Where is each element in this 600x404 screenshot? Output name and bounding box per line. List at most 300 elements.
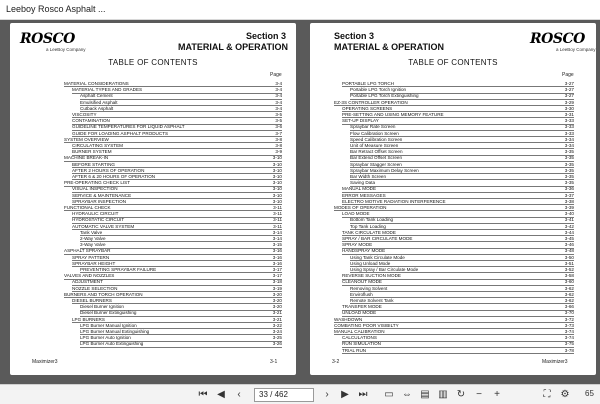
toc-entry-page: 3-20 — [272, 298, 282, 303]
toc-entry[interactable] — [80, 267, 282, 272]
toc-entry-page: 3-11 — [273, 217, 282, 223]
toc-entry[interactable] — [80, 230, 282, 235]
toc-entry-page: 3-20 — [272, 291, 282, 297]
toc-entry-title: VISUAL INSPECTION — [72, 186, 118, 192]
toc-entry-title: OPERATING SCREENS — [342, 105, 393, 111]
toc-entry[interactable] — [80, 310, 282, 315]
next-fast-icon[interactable]: ▶ — [341, 389, 349, 400]
toc-entry[interactable] — [342, 106, 574, 111]
toc-entry-page: 3-22 — [272, 322, 282, 328]
toc-entry-page: 3-10 — [272, 192, 282, 198]
toc-entry-page: 3-20 — [272, 304, 282, 310]
toc-entry-title: CONTAMINATION — [72, 118, 110, 124]
toc-entry-title: Diesel Burner Ignition — [80, 304, 124, 310]
toc-entry-page: 3-16 — [272, 254, 282, 260]
toc-entry-page: 3-14 — [272, 236, 282, 241]
toc-entry-title: BEFORE STARTING — [72, 161, 115, 167]
toc-entry-page: 3-62 — [564, 298, 574, 303]
toc-entry[interactable] — [64, 248, 282, 253]
toc-entry-page: 3-10 — [272, 186, 282, 192]
toc-entry[interactable] — [350, 131, 574, 136]
toc-entry[interactable] — [342, 279, 574, 284]
toc-entry[interactable] — [72, 112, 282, 117]
toc-entry-page: 3-24 — [272, 329, 282, 334]
toc-entry-title: RUN SIMULATION — [342, 341, 381, 347]
toc-entry-page: 3-52 — [564, 267, 574, 272]
toc-entry[interactable] — [350, 298, 574, 303]
toc-entry[interactable] — [350, 255, 574, 260]
toc-entry-page: 3-34 — [564, 143, 574, 148]
toc-entry[interactable] — [334, 317, 574, 322]
toc-entry-title: LPG Burner Auto Ignition — [80, 335, 131, 341]
toc-entry-title: GUIDELINE TEMPERATURES FOR LIQUID ASPHALT — [72, 124, 185, 130]
zoom-in-icon[interactable]: + — [494, 389, 500, 400]
toc-entry[interactable] — [342, 242, 574, 247]
page-footer-number: 3-2 — [332, 359, 340, 365]
toc-entry-title: MANUAL CALIBRATION — [334, 329, 385, 334]
toc-entry[interactable] — [342, 341, 574, 346]
toc-entry[interactable] — [334, 323, 574, 328]
fit-page-icon[interactable]: ▭ — [384, 389, 394, 400]
toc-entry[interactable] — [342, 348, 574, 353]
toc-entry[interactable] — [72, 149, 282, 154]
toc-entry[interactable] — [342, 273, 574, 278]
toc-entry-title: NOZZLE SELECTION — [72, 285, 118, 291]
toc-entry-page: 3-58 — [564, 273, 574, 279]
toc-entry-page: 3-5 — [275, 118, 282, 124]
toc-entry-page: 3-75 — [564, 341, 574, 347]
toc-entry[interactable] — [64, 180, 282, 185]
toc-entry-title: Remote Solvent Tank — [350, 298, 394, 303]
toc-entry[interactable] — [350, 155, 574, 160]
toc-entry-page: 3-33 — [564, 124, 574, 130]
toc-entry-title: Portable LPG Torch Ignition — [350, 87, 407, 93]
toc-entry-title: Spraybar Stagger Screen — [350, 161, 402, 167]
toc-entry-title: PORTABLE LPG TORCH — [342, 81, 394, 86]
toc-entry-page: 3-11 — [273, 223, 282, 229]
toc-entry[interactable] — [80, 106, 282, 111]
toc-entry-title: SPRAYBAR HEIGHT — [72, 260, 116, 266]
toc-entry-title: LPG Burner Manual Ignition — [80, 322, 137, 328]
toc-entry-title: Tank Valve — [80, 229, 103, 235]
toc-entry-page: 3-21 — [272, 310, 282, 316]
toc-entry-page: 3-70 — [564, 310, 574, 316]
toc-title: TABLE OF CONTENTS — [408, 58, 498, 67]
toc-entry-page: 3-66 — [564, 304, 574, 310]
toc-entry[interactable] — [342, 335, 574, 340]
toc-entry-title: TRIAL RUN — [342, 347, 367, 353]
toc-entry[interactable] — [350, 124, 574, 129]
toc-entry-page: 3-10 — [272, 174, 282, 179]
section-heading: MATERIAL & OPERATION — [178, 42, 288, 52]
toc-entry-page: 3-35 — [564, 161, 574, 167]
toc-entry-title: REVERSE SUCTION MODE — [342, 273, 401, 279]
toc-entry[interactable] — [64, 81, 282, 86]
toc-entry[interactable] — [350, 174, 574, 179]
toc-entry-page: 3-60 — [564, 279, 574, 285]
toc-entry-title: Unit of Measure Screen — [350, 143, 399, 148]
toc-entry-page: 3-27 — [564, 93, 574, 99]
toc-entry-title: TANK CIRCULATE MODE — [342, 229, 396, 235]
toc-entry-title: SPRAY PATTERN — [72, 254, 110, 260]
toc-entry-title: PRE-SETTING AND USING MEMORY FEATURE — [342, 112, 444, 117]
toc-entry-page: 3-42 — [564, 223, 574, 229]
toc-entry[interactable] — [342, 211, 574, 216]
toc-entry-title: Using Spray / Bar Circulate Mode — [350, 267, 419, 272]
toc-entry-page: 3-25 — [272, 335, 282, 341]
toc-entry-title: VISCOSITY — [72, 112, 97, 117]
next-page-icon[interactable]: › — [325, 389, 329, 400]
toc-entry-page: 3-5 — [275, 112, 282, 117]
document-viewer[interactable] — [0, 20, 600, 384]
toc-entry[interactable] — [64, 273, 282, 278]
toc-entry-title: CALCULATIONS — [342, 335, 377, 341]
toc-entry-page: 3-17 — [272, 273, 282, 279]
toc-entry[interactable] — [72, 217, 282, 222]
toc-entry[interactable] — [342, 230, 574, 235]
toc-entry-page: 3-46 — [564, 242, 574, 248]
toc-entry-title: SYSTEM OVERVIEW — [64, 136, 109, 142]
toc-entry-page: 3-8 — [275, 136, 282, 142]
toc-entry[interactable] — [342, 193, 574, 198]
toc-entry[interactable] — [72, 298, 282, 303]
toc-entry-page: 3-34 — [564, 136, 574, 142]
section-number: Section 3 — [246, 31, 287, 41]
toc-entry-page: 3-17 — [272, 267, 282, 272]
toc-entry-page: 3-4 — [275, 81, 282, 86]
toc-entry-title: Flow Calibration Screen — [350, 130, 399, 136]
toc-entry[interactable] — [72, 211, 282, 216]
toc-entry-page: 3-35 — [564, 155, 574, 161]
toc-entry[interactable] — [72, 261, 282, 266]
toc-entry-title: PRE-OPERATING CHECK LIST — [64, 180, 131, 186]
toc-entry[interactable] — [72, 279, 282, 284]
section-number: Section 3 — [334, 31, 375, 41]
toc-entry-title: SPRAY MODE — [342, 242, 373, 248]
toc-entry-page: 3-78 — [564, 347, 574, 353]
toc-entry-title: AUTOMATIC VALVE SYSTEM — [72, 223, 135, 229]
toc-entry-page: 3-16 — [272, 248, 282, 254]
page-footer-title: Maximizer3 — [542, 359, 568, 365]
toc-entry-page: 3-36 — [564, 186, 574, 192]
toc-entry[interactable] — [72, 143, 282, 148]
toc-entry-title: Enviroflush — [350, 291, 373, 297]
viewer-toolbar — [0, 384, 600, 404]
toc-entry[interactable] — [80, 323, 282, 328]
toc-entry[interactable] — [64, 205, 282, 210]
toc-entry-page: 3-35 — [564, 149, 574, 155]
title-bar — [0, 0, 600, 20]
toc-entry-title: ERROR MESSAGES — [342, 192, 386, 198]
toc-entry-title: Asphalt Cement — [80, 93, 113, 99]
rosco-logo-tagline: a LeeBoy Company — [46, 47, 86, 52]
toc-entry-title: LPG Burner Manual Extinguishing — [80, 329, 150, 334]
zoom-level[interactable]: 65 — [585, 389, 594, 398]
toc-entry[interactable] — [72, 168, 282, 173]
toc-entry-page: 3-4 — [275, 93, 282, 99]
document-page-right — [310, 23, 596, 375]
toc-entry-page: 3-74 — [564, 335, 574, 341]
toc-entry-title: MODES OF OPERATION — [334, 205, 387, 210]
toc-entry-title: Using Unload Mode — [350, 260, 391, 266]
toc-entry-title: SPRAY / BAR CIRCULATE MODE — [342, 236, 413, 241]
toc-entry-page: 3-21 — [272, 316, 282, 322]
toc-entry-page: 3-45 — [564, 236, 574, 241]
toc-entry[interactable] — [350, 149, 574, 154]
toc-entry-page: 3-38 — [564, 198, 574, 204]
toc-entry-title: GUIDE FOR LOADING ASPHALT PRODUCTS — [72, 130, 169, 136]
toc-entry-title: Saving Data — [350, 180, 376, 186]
zoom-out-icon[interactable]: − — [476, 389, 482, 400]
toc-entry-title: Diesel Burner Extinguishing — [80, 310, 137, 316]
toc-entry-title: Spraybar Rate Screen — [350, 124, 396, 130]
toc-entry[interactable] — [350, 180, 574, 185]
toc-entry[interactable] — [72, 286, 282, 291]
toc-entry-title: UNLOAD MODE — [342, 310, 377, 316]
toc-entry[interactable] — [72, 224, 282, 229]
fullscreen-icon[interactable]: ⛶ — [543, 389, 551, 400]
toc-entry-title: Cutback Asphalt — [80, 105, 114, 111]
toc-entry-page: 3-62 — [564, 285, 574, 291]
toc-entry-title: 3-Way Valve — [80, 242, 106, 248]
toc-entry[interactable] — [80, 335, 282, 340]
toc-entry-page: 3-33 — [564, 118, 574, 124]
toc-entry-page: 3-74 — [564, 329, 574, 334]
toc-entry-page: 3-10 — [272, 198, 282, 204]
toc-entry-page: 3-35 — [564, 174, 574, 179]
toc-entry-title: LOAD MODE — [342, 211, 370, 217]
toc-entry[interactable] — [72, 186, 282, 191]
toc-entry-title: Bar Retract Offset Screen — [350, 149, 403, 155]
toc-entry[interactable] — [64, 155, 282, 160]
toc-entry[interactable] — [342, 81, 574, 86]
toc-entry-title: CIRCULATING SYSTEM — [72, 143, 123, 148]
toc-entry-page: 3-48 — [564, 248, 574, 254]
toc-entry-title: Bottom Tank Loading — [350, 217, 394, 223]
toc-entry[interactable] — [350, 261, 574, 266]
toc-entry[interactable] — [350, 217, 574, 222]
two-page-icon[interactable]: ▥ — [438, 389, 448, 400]
toc-entry-title: FUNCTIONAL CHECK — [64, 205, 111, 210]
toc-entry[interactable] — [350, 93, 574, 98]
toc-entry[interactable] — [72, 199, 282, 204]
toc-entry-page: 3-4 — [275, 105, 282, 111]
toc-entry-title: ADJUSTMENT — [72, 279, 103, 285]
toc-entry[interactable] — [342, 199, 574, 204]
toc-entry-page: 3-62 — [564, 291, 574, 297]
toc-entry-title: PREVENTING SPRAYBAR FAILURE — [80, 267, 157, 272]
settings-icon[interactable]: ⚙ — [560, 389, 570, 400]
toc-entry[interactable] — [342, 310, 574, 315]
toc-entry-page: 3-31 — [564, 112, 574, 117]
toc-entry[interactable] — [72, 317, 282, 322]
toc-entry[interactable] — [350, 224, 574, 229]
toc-entry-page: 3-16 — [272, 260, 282, 266]
toc-entry-page: 3-41 — [564, 217, 574, 223]
toc-entry[interactable] — [350, 168, 574, 173]
rosco-logo: ROSCO — [530, 31, 585, 47]
toc-entry-title: Using Tank Circulate Mode — [350, 254, 405, 260]
toc-entry-title: AFTER 6 & 20 HOURS OF OPERATION — [72, 174, 156, 179]
toc-entry-page: 3-6 — [275, 124, 282, 130]
toc-entry[interactable] — [72, 131, 282, 136]
page-footer-title: Maximizer3 — [32, 359, 58, 365]
toc-entry-title: TRANSFER MODE — [342, 304, 382, 310]
toc-entry-page: 3-51 — [564, 260, 574, 266]
toc-entry-title: Bar Extend Offset Screen — [350, 155, 403, 161]
toc-entry[interactable] — [342, 186, 574, 191]
toc-entry-title: MATERIAL CONSIDERATIONS — [64, 81, 129, 86]
toc-entry-title: CLEANOUT MODE — [342, 279, 382, 285]
toc-entry[interactable] — [342, 236, 574, 241]
toc-entry[interactable] — [72, 193, 282, 198]
toc-entry[interactable] — [72, 118, 282, 123]
prev-single-icon[interactable]: ‹ — [237, 389, 241, 400]
toc-entry-title: DIESEL BURNERS — [72, 298, 112, 303]
toc-entry[interactable] — [72, 162, 282, 167]
toc-entry-title: SET-UP DISPLAY — [342, 118, 379, 124]
toc-entry-title: MACHINE BREAK-IN — [64, 155, 109, 161]
toc-entry-title: BURNERS AND TORCH OPERATION — [64, 291, 143, 297]
toc-entry-page: 3-4 — [275, 99, 282, 105]
toc-entry[interactable] — [342, 248, 574, 253]
prev-page-icon[interactable]: ◀ — [217, 389, 225, 400]
toc-entry-title: MATERIAL TYPES AND GRADES — [72, 87, 143, 93]
toc-entry[interactable] — [80, 341, 282, 346]
toc-entry-title: Emulsified Asphalt — [80, 99, 118, 105]
toc-entry-page: 3-7 — [275, 130, 282, 136]
toc-entry-title: ELECTRO MOTIVE RADIATION INTERFERENCE — [342, 198, 446, 204]
toc-entry-page: 3-29 — [564, 99, 574, 105]
toc-entry-title: HYDROSTATIC CIRCUIT — [72, 217, 125, 223]
toc-entry[interactable] — [350, 137, 574, 142]
toc-entry[interactable] — [350, 292, 574, 297]
toc-entry-title: Removing Solvent — [350, 285, 388, 291]
rotate-icon[interactable]: ↻ — [456, 389, 466, 400]
toc-entry-page: 3-10 — [272, 161, 282, 167]
toc-entry-page: 3-8 — [275, 143, 282, 148]
toc-entry-page: 3-37 — [564, 192, 574, 198]
toc-entry-page: 3-27 — [564, 81, 574, 86]
toc-entry-title: Portable LPG Torch Extinguishing — [350, 93, 419, 99]
toc-entry-title: SERVICE & MAINTENANCE — [72, 192, 132, 198]
fit-width-icon[interactable]: ⇔ — [402, 389, 412, 400]
toc-entry-title: WASHDOWN — [334, 316, 363, 322]
toc-entry-title: Spraybar Maximum Delay Screen — [350, 167, 419, 173]
toc-entry[interactable] — [350, 87, 574, 92]
toc-entry[interactable] — [342, 112, 574, 117]
toc-entry[interactable] — [350, 143, 574, 148]
toc-entry-title: VALVES AND NOZZLES — [64, 273, 115, 279]
toc-entry-title: EZ-3S CONTROLLER OPERATION — [334, 99, 408, 105]
toc-entry[interactable] — [350, 162, 574, 167]
toc-entry[interactable] — [80, 100, 282, 105]
toc-page-column-label: Page — [270, 72, 282, 78]
page-number-input[interactable]: 33 / 462 — [254, 388, 314, 402]
rosco-logo: ROSCO — [20, 31, 75, 47]
toc-entry-title: LPG BURNERS — [72, 316, 105, 322]
toc-entry-title: MANUAL MODE — [342, 186, 377, 192]
toc-entry[interactable] — [72, 174, 282, 179]
toc-entry[interactable] — [72, 255, 282, 260]
toc-entry-page: 3-10 — [272, 180, 282, 186]
toc-entry[interactable] — [350, 267, 574, 272]
window-title: Leeboy Rosco Asphalt ... — [6, 4, 106, 14]
toc-entry[interactable] — [80, 304, 282, 309]
toc-entry[interactable] — [64, 137, 282, 142]
toc-entry-page: 3-26 — [272, 341, 282, 347]
toc-entry-title: Bar Width Screen — [350, 174, 386, 179]
document-page-left — [10, 23, 296, 375]
toc-entry-title: Speed Calibration Screen — [350, 136, 403, 142]
toc-entry-page: 3-4 — [275, 87, 282, 93]
toc-entry-title: Top Tank Loading — [350, 223, 386, 229]
toc-entry-title: 2-Way Valve — [80, 236, 106, 241]
toc-entry-page: 3-15 — [272, 242, 282, 248]
toc-entry-page: 3-50 — [564, 254, 574, 260]
toc-entry-page: 3-10 — [272, 167, 282, 173]
toc-entry-page: 3-19 — [272, 285, 282, 291]
toc-entry-page: 3-11 — [273, 211, 282, 217]
toc-entry-title: LPG Burner Auto Extinguishing — [80, 341, 144, 347]
toc-entry[interactable] — [64, 292, 282, 297]
toc-entry-page: 3-27 — [564, 87, 574, 93]
toc-entry[interactable] — [80, 236, 282, 241]
toc-page-column-label: Page — [562, 72, 574, 78]
toc-entry-page: 3-11 — [273, 205, 282, 210]
toc-divider — [342, 353, 574, 354]
toc-entry[interactable] — [350, 286, 574, 291]
toc-entry[interactable] — [72, 87, 282, 92]
toc-title: TABLE OF CONTENTS — [108, 58, 198, 67]
rosco-logo-tagline: a LeeBoy Company — [556, 47, 596, 52]
last-page-icon[interactable]: ⏭ — [358, 389, 368, 400]
first-page-icon[interactable]: ⏮ — [198, 389, 208, 400]
toc-entry-page: 3-44 — [564, 229, 574, 235]
toc-entry-page: 3-39 — [564, 205, 574, 210]
toc-entry-title: SPRAYBAR INSPECTION — [72, 198, 127, 204]
toc-entry-title: HANDSPRAY MODE — [342, 248, 386, 254]
toc-entry-page: 3-40 — [564, 211, 574, 217]
continuous-scroll-icon[interactable]: ▤ — [420, 389, 430, 400]
toc-entry[interactable] — [334, 329, 574, 334]
toc-entry[interactable] — [80, 242, 282, 247]
toc-entry-page: 3-73 — [564, 322, 574, 328]
toc-entry[interactable] — [334, 100, 574, 105]
toc-divider — [80, 347, 282, 348]
page-footer-number: 3-1 — [270, 359, 278, 365]
toc-entry-page: 3-35 — [564, 167, 574, 173]
toc-entry-page: 3-33 — [564, 130, 574, 136]
toc-entry[interactable] — [80, 93, 282, 98]
toc-entry[interactable] — [334, 205, 574, 210]
toc-entry-title: AFTER 2 HOURS OF OPERATION — [72, 167, 145, 173]
toc-entry[interactable] — [72, 124, 282, 129]
toc-entry[interactable] — [342, 304, 574, 309]
toc-entry-page: 3-14 — [272, 229, 282, 235]
section-heading: MATERIAL & OPERATION — [334, 42, 444, 52]
toc-entry-title: COMBATING POOR VISIBILTY — [334, 322, 399, 328]
toc-entry-page: 3-10 — [272, 155, 282, 161]
toc-entry-page: 3-30 — [564, 105, 574, 111]
toc-entry-page: 3-9 — [275, 149, 282, 155]
toc-entry-page: 3-18 — [272, 279, 282, 285]
toc-entry-page: 3-72 — [564, 316, 574, 322]
toc-entry-title: ASPHALT SPRAYBAR — [64, 248, 111, 254]
toc-entry-title: HYDRAULIC CIRCUIT — [72, 211, 119, 217]
toc-entry[interactable] — [342, 118, 574, 123]
toc-entry[interactable] — [80, 329, 282, 334]
